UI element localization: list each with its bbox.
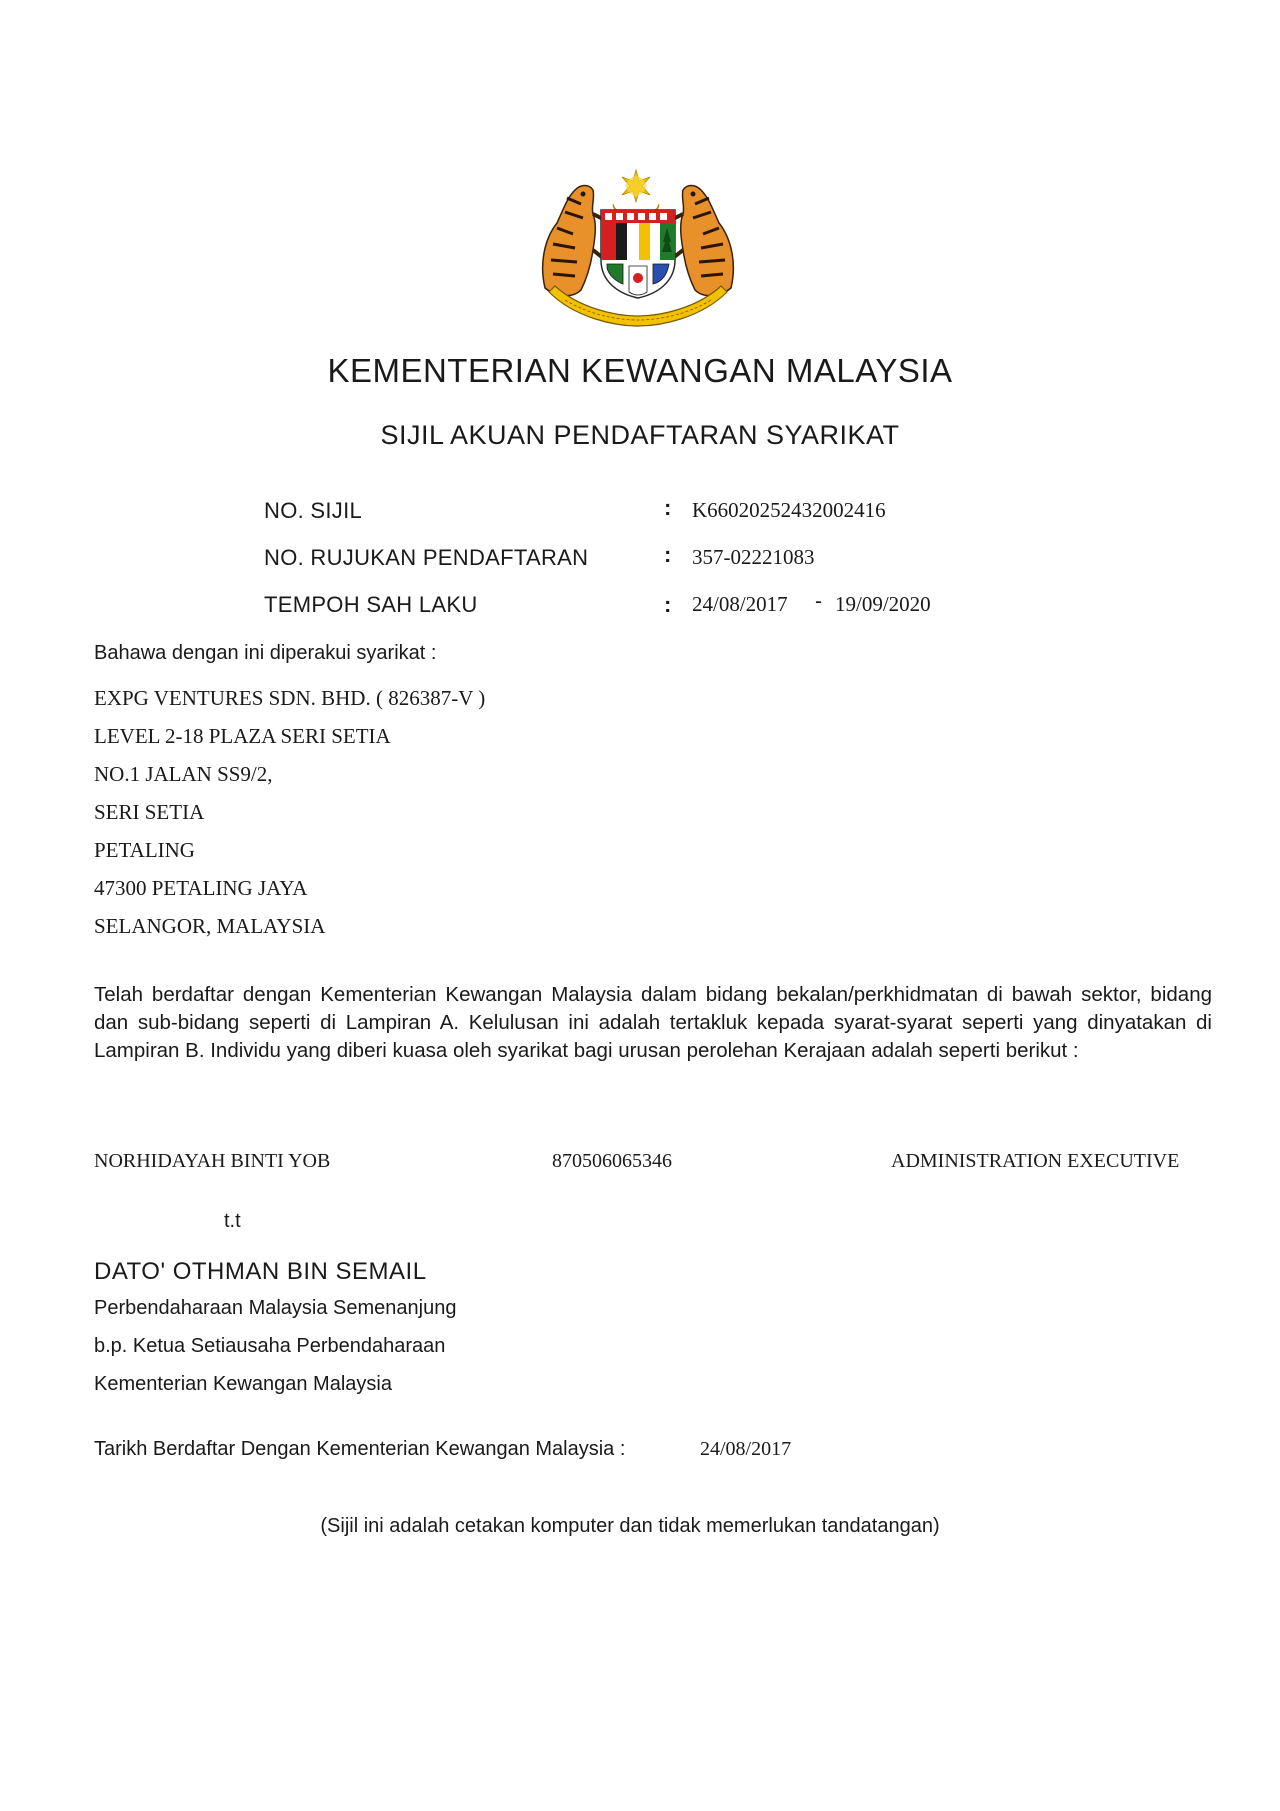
footer-note: (Sijil ini adalah cetakan komputer dan tidak memerlukan tandatangan) — [320, 1515, 940, 1537]
signatory-line: Kementerian Kewangan Malaysia — [94, 1373, 392, 1395]
certificate-title: SIJIL AKUAN PENDAFTARAN SYARIKAT — [380, 420, 900, 450]
signatory-line: b.p. Ketua Setiausaha Perbendaharaan — [94, 1335, 446, 1357]
validity-dash: - — [815, 590, 822, 613]
validity-from: 24/08/2017 — [692, 592, 788, 616]
cert-no-label: NO. SIJIL — [264, 498, 363, 523]
validity-to: 19/09/2020 — [835, 592, 931, 616]
intro-text: Bahawa dengan ini diperakui syarikat : — [94, 642, 437, 664]
validity-colon: : — [664, 592, 672, 617]
address-line: PETALING — [94, 838, 195, 862]
registration-date-value: 24/08/2017 — [700, 1438, 792, 1460]
shield — [601, 210, 675, 298]
representative-ic: 870506065346 — [552, 1150, 672, 1172]
left-tiger — [543, 186, 605, 296]
signatory-name: DATO' OTHMAN BIN SEMAIL — [94, 1258, 427, 1285]
representative-name: NORHIDAYAH BINTI YOB — [94, 1150, 331, 1172]
tt-mark: t.t — [224, 1210, 241, 1232]
right-tiger — [671, 186, 733, 296]
representative-position: ADMINISTRATION EXECUTIVE — [891, 1150, 1180, 1172]
validity-label: TEMPOH SAH LAKU — [264, 592, 478, 617]
address-line: LEVEL 2-18 PLAZA SERI SETIA — [94, 724, 391, 748]
address-line: SELANGOR, MALAYSIA — [94, 914, 326, 938]
cert-no-value: K66020252432002416 — [692, 498, 886, 522]
address-line: NO.1 JALAN SS9/2, — [94, 762, 273, 786]
federal-star — [622, 170, 650, 202]
ref-no-label: NO. RUJUKAN PENDAFTARAN — [264, 545, 589, 570]
paragraph-text: Telah berdaftar dengan Kementerian Kewangan Malaysia dalam bidang bekalan/perkhidmatan di bawah sektor, bidang dan sub-bidang seperti di Lampiran A. Kelulusan ini adalah tertakluk kepada syarat-syarat seperti yang dinyatakan di Lampiran B. Individu yang diberi kuasa oleh syarikat bagi urusan perolehan Kerajaan adalah seperti berikut : — [94, 983, 1212, 1062]
address-line: SERI SETIA — [94, 800, 205, 824]
ref-no-value: 357-02221083 — [692, 545, 815, 569]
registration-date-label: Tarikh Berdaftar Dengan Kementerian Kewangan Malaysia : — [94, 1438, 626, 1460]
signatory-line: Perbendaharaan Malaysia Semenanjung — [94, 1297, 457, 1319]
malaysia-coat-of-arms-icon — [535, 168, 741, 328]
cert-no-colon: : — [664, 495, 672, 520]
ref-no-colon: : — [664, 542, 672, 567]
ministry-title: KEMENTERIAN KEWANGAN MALAYSIA — [327, 352, 953, 389]
company-name: EXPG VENTURES SDN. BHD. ( 826387-V ) — [94, 686, 486, 710]
registration-paragraph — [94, 981, 1212, 1065]
address-line: 47300 PETALING JAYA — [94, 876, 308, 900]
